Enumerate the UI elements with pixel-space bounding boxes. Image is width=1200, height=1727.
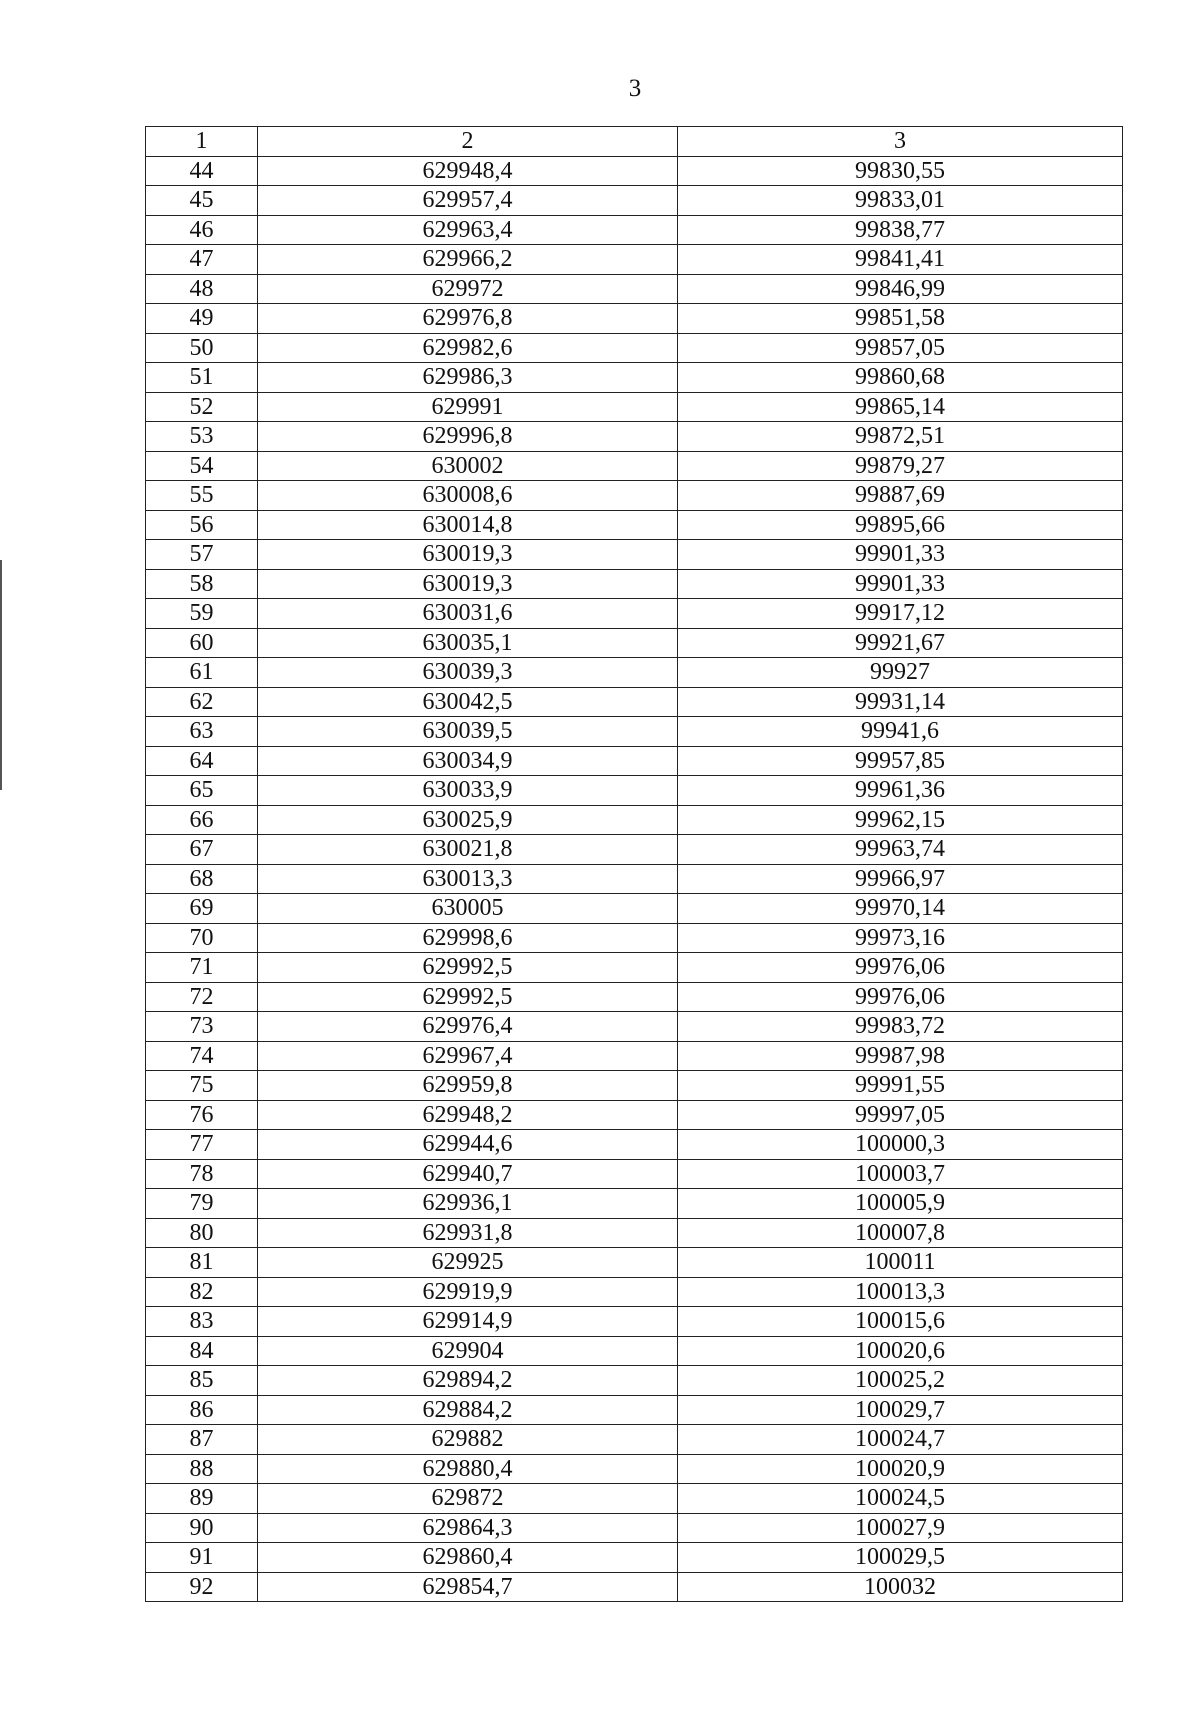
x-coordinate-cell: 629976,4 — [258, 1012, 678, 1042]
y-coordinate-cell: 99872,51 — [678, 422, 1123, 452]
y-coordinate-cell: 99879,27 — [678, 451, 1123, 481]
page-number: 3 — [628, 75, 642, 102]
x-coordinate-cell: 629967,4 — [258, 1041, 678, 1071]
x-coordinate-cell: 630033,9 — [258, 776, 678, 806]
table-row — [146, 628, 1123, 658]
y-coordinate-cell: 99963,74 — [678, 835, 1123, 865]
x-coordinate-cell: 629944,6 — [258, 1130, 678, 1160]
table-row — [146, 1513, 1123, 1543]
point-number-cell: 45 — [146, 186, 258, 216]
y-coordinate-cell: 100029,5 — [678, 1543, 1123, 1573]
x-coordinate-cell: 629860,4 — [258, 1543, 678, 1573]
x-coordinate-cell: 630019,3 — [258, 569, 678, 599]
table-row — [146, 1041, 1123, 1071]
table-row — [146, 1307, 1123, 1337]
point-number-cell: 60 — [146, 628, 258, 658]
x-coordinate-cell: 629992,5 — [258, 953, 678, 983]
point-number-cell: 73 — [146, 1012, 258, 1042]
table-row — [146, 333, 1123, 363]
y-coordinate-cell: 99887,69 — [678, 481, 1123, 511]
x-coordinate-cell: 629992,5 — [258, 982, 678, 1012]
y-coordinate-cell: 100025,2 — [678, 1366, 1123, 1396]
table-row — [146, 982, 1123, 1012]
point-number-cell: 55 — [146, 481, 258, 511]
y-coordinate-cell: 99991,55 — [678, 1071, 1123, 1101]
y-coordinate-cell: 100013,3 — [678, 1277, 1123, 1307]
y-coordinate-cell: 100003,7 — [678, 1159, 1123, 1189]
point-number-cell: 85 — [146, 1366, 258, 1396]
table-row — [146, 304, 1123, 334]
table-row — [146, 687, 1123, 717]
y-coordinate-cell: 99921,67 — [678, 628, 1123, 658]
table-row — [146, 923, 1123, 953]
table-row — [146, 540, 1123, 570]
point-number-cell: 87 — [146, 1425, 258, 1455]
x-coordinate-cell: 630021,8 — [258, 835, 678, 865]
x-coordinate-cell: 630013,3 — [258, 864, 678, 894]
x-coordinate-cell: 629940,7 — [258, 1159, 678, 1189]
x-coordinate-cell: 629864,3 — [258, 1513, 678, 1543]
table-row — [146, 1454, 1123, 1484]
x-coordinate-cell: 630042,5 — [258, 687, 678, 717]
x-coordinate-cell: 630014,8 — [258, 510, 678, 540]
x-coordinate-cell: 629880,4 — [258, 1454, 678, 1484]
table-row — [146, 599, 1123, 629]
y-coordinate-cell: 100020,9 — [678, 1454, 1123, 1484]
x-coordinate-cell: 629936,1 — [258, 1189, 678, 1219]
point-number-cell: 76 — [146, 1100, 258, 1130]
y-coordinate-cell: 100011 — [678, 1248, 1123, 1278]
y-coordinate-cell: 99987,98 — [678, 1041, 1123, 1071]
point-number-cell: 66 — [146, 805, 258, 835]
table-row — [146, 392, 1123, 422]
column-header-3: 3 — [678, 127, 1123, 157]
table-body — [146, 156, 1123, 1602]
x-coordinate-cell: 630035,1 — [258, 628, 678, 658]
point-number-cell: 58 — [146, 569, 258, 599]
x-coordinate-cell: 629982,6 — [258, 333, 678, 363]
point-number-cell: 47 — [146, 245, 258, 275]
table-row — [146, 746, 1123, 776]
x-coordinate-cell: 629957,4 — [258, 186, 678, 216]
x-coordinate-cell: 630031,6 — [258, 599, 678, 629]
table-row — [146, 215, 1123, 245]
point-number-cell: 56 — [146, 510, 258, 540]
point-number-cell: 89 — [146, 1484, 258, 1514]
x-coordinate-cell: 629963,4 — [258, 215, 678, 245]
x-coordinate-cell: 629948,4 — [258, 156, 678, 186]
y-coordinate-cell: 100005,9 — [678, 1189, 1123, 1219]
table-row — [146, 1159, 1123, 1189]
y-coordinate-cell: 99961,36 — [678, 776, 1123, 806]
point-number-cell: 52 — [146, 392, 258, 422]
point-number-cell: 90 — [146, 1513, 258, 1543]
table-row — [146, 835, 1123, 865]
x-coordinate-cell: 629882 — [258, 1425, 678, 1455]
point-number-cell: 71 — [146, 953, 258, 983]
table-row — [146, 481, 1123, 511]
table-row — [146, 1366, 1123, 1396]
point-number-cell: 74 — [146, 1041, 258, 1071]
table-row — [146, 1130, 1123, 1160]
x-coordinate-cell: 629884,2 — [258, 1395, 678, 1425]
point-number-cell: 79 — [146, 1189, 258, 1219]
x-coordinate-cell: 629966,2 — [258, 245, 678, 275]
y-coordinate-cell: 100015,6 — [678, 1307, 1123, 1337]
x-coordinate-cell: 629959,8 — [258, 1071, 678, 1101]
point-number-cell: 70 — [146, 923, 258, 953]
x-coordinate-cell: 630039,3 — [258, 658, 678, 688]
point-number-cell: 78 — [146, 1159, 258, 1189]
y-coordinate-cell: 99860,68 — [678, 363, 1123, 393]
y-coordinate-cell: 99997,05 — [678, 1100, 1123, 1130]
point-number-cell: 67 — [146, 835, 258, 865]
point-number-cell: 84 — [146, 1336, 258, 1366]
y-coordinate-cell: 99931,14 — [678, 687, 1123, 717]
y-coordinate-cell: 100029,7 — [678, 1395, 1123, 1425]
x-coordinate-cell: 629872 — [258, 1484, 678, 1514]
y-coordinate-cell: 100024,5 — [678, 1484, 1123, 1514]
y-coordinate-cell: 99976,06 — [678, 953, 1123, 983]
y-coordinate-cell: 100032 — [678, 1572, 1123, 1602]
table-row — [146, 953, 1123, 983]
point-number-cell: 80 — [146, 1218, 258, 1248]
point-number-cell: 53 — [146, 422, 258, 452]
table-row — [146, 274, 1123, 304]
y-coordinate-cell: 100027,9 — [678, 1513, 1123, 1543]
y-coordinate-cell: 99857,05 — [678, 333, 1123, 363]
point-number-cell: 59 — [146, 599, 258, 629]
x-coordinate-cell: 630008,6 — [258, 481, 678, 511]
column-header-1: 1 — [146, 127, 258, 157]
table-row — [146, 451, 1123, 481]
table-row — [146, 1425, 1123, 1455]
x-coordinate-cell: 630005 — [258, 894, 678, 924]
x-coordinate-cell: 629894,2 — [258, 1366, 678, 1396]
y-coordinate-cell: 99895,66 — [678, 510, 1123, 540]
table-row — [146, 156, 1123, 186]
table-row — [146, 717, 1123, 747]
y-coordinate-cell: 99901,33 — [678, 540, 1123, 570]
table-row — [146, 1336, 1123, 1366]
x-coordinate-cell: 629948,2 — [258, 1100, 678, 1130]
x-coordinate-cell: 630002 — [258, 451, 678, 481]
table-row — [146, 422, 1123, 452]
y-coordinate-cell: 99865,14 — [678, 392, 1123, 422]
y-coordinate-cell: 99976,06 — [678, 982, 1123, 1012]
y-coordinate-cell: 99851,58 — [678, 304, 1123, 334]
x-coordinate-cell: 629925 — [258, 1248, 678, 1278]
x-coordinate-cell: 629976,8 — [258, 304, 678, 334]
table-row — [146, 1071, 1123, 1101]
x-coordinate-cell: 629996,8 — [258, 422, 678, 452]
point-number-cell: 82 — [146, 1277, 258, 1307]
point-number-cell: 72 — [146, 982, 258, 1012]
y-coordinate-cell: 99927 — [678, 658, 1123, 688]
table-row — [146, 1395, 1123, 1425]
y-coordinate-cell: 99957,85 — [678, 746, 1123, 776]
x-coordinate-cell: 629931,8 — [258, 1218, 678, 1248]
table-header-row — [146, 127, 1123, 157]
y-coordinate-cell: 99917,12 — [678, 599, 1123, 629]
table-row — [146, 569, 1123, 599]
y-coordinate-cell: 100007,8 — [678, 1218, 1123, 1248]
point-number-cell: 68 — [146, 864, 258, 894]
y-coordinate-cell: 99841,41 — [678, 245, 1123, 275]
table-row — [146, 363, 1123, 393]
x-coordinate-cell: 630025,9 — [258, 805, 678, 835]
x-coordinate-cell: 629986,3 — [258, 363, 678, 393]
point-number-cell: 92 — [146, 1572, 258, 1602]
point-number-cell: 46 — [146, 215, 258, 245]
table-row — [146, 1248, 1123, 1278]
x-coordinate-cell: 630034,9 — [258, 746, 678, 776]
coordinates-table — [145, 126, 1123, 1602]
y-coordinate-cell: 100024,7 — [678, 1425, 1123, 1455]
x-coordinate-cell: 629904 — [258, 1336, 678, 1366]
x-coordinate-cell: 630019,3 — [258, 540, 678, 570]
point-number-cell: 54 — [146, 451, 258, 481]
y-coordinate-cell: 100020,6 — [678, 1336, 1123, 1366]
point-number-cell: 51 — [146, 363, 258, 393]
point-number-cell: 91 — [146, 1543, 258, 1573]
x-coordinate-cell: 630039,5 — [258, 717, 678, 747]
scan-edge-mark — [0, 560, 2, 790]
point-number-cell: 48 — [146, 274, 258, 304]
table-row — [146, 510, 1123, 540]
table-row — [146, 805, 1123, 835]
y-coordinate-cell: 99830,55 — [678, 156, 1123, 186]
y-coordinate-cell: 99941,6 — [678, 717, 1123, 747]
table-row — [146, 864, 1123, 894]
table-row — [146, 1218, 1123, 1248]
y-coordinate-cell: 99838,77 — [678, 215, 1123, 245]
y-coordinate-cell: 99833,01 — [678, 186, 1123, 216]
point-number-cell: 49 — [146, 304, 258, 334]
y-coordinate-cell: 99962,15 — [678, 805, 1123, 835]
x-coordinate-cell: 629854,7 — [258, 1572, 678, 1602]
table-row — [146, 658, 1123, 688]
point-number-cell: 86 — [146, 1395, 258, 1425]
y-coordinate-cell: 99846,99 — [678, 274, 1123, 304]
point-number-cell: 69 — [146, 894, 258, 924]
table-row — [146, 1277, 1123, 1307]
point-number-cell: 62 — [146, 687, 258, 717]
table-row — [146, 1543, 1123, 1573]
table-row — [146, 894, 1123, 924]
y-coordinate-cell: 99901,33 — [678, 569, 1123, 599]
point-number-cell: 88 — [146, 1454, 258, 1484]
table-row — [146, 1012, 1123, 1042]
table-row — [146, 245, 1123, 275]
table-row — [146, 776, 1123, 806]
point-number-cell: 57 — [146, 540, 258, 570]
point-number-cell: 61 — [146, 658, 258, 688]
y-coordinate-cell: 99970,14 — [678, 894, 1123, 924]
point-number-cell: 83 — [146, 1307, 258, 1337]
point-number-cell: 63 — [146, 717, 258, 747]
table-row — [146, 1572, 1123, 1602]
table-row — [146, 1100, 1123, 1130]
x-coordinate-cell: 629991 — [258, 392, 678, 422]
x-coordinate-cell: 629919,9 — [258, 1277, 678, 1307]
x-coordinate-cell: 629914,9 — [258, 1307, 678, 1337]
point-number-cell: 65 — [146, 776, 258, 806]
x-coordinate-cell: 629998,6 — [258, 923, 678, 953]
y-coordinate-cell: 99973,16 — [678, 923, 1123, 953]
table-row — [146, 1189, 1123, 1219]
y-coordinate-cell: 100000,3 — [678, 1130, 1123, 1160]
point-number-cell: 77 — [146, 1130, 258, 1160]
point-number-cell: 75 — [146, 1071, 258, 1101]
point-number-cell: 64 — [146, 746, 258, 776]
y-coordinate-cell: 99966,97 — [678, 864, 1123, 894]
table-row — [146, 186, 1123, 216]
point-number-cell: 44 — [146, 156, 258, 186]
point-number-cell: 81 — [146, 1248, 258, 1278]
x-coordinate-cell: 629972 — [258, 274, 678, 304]
table-row — [146, 1484, 1123, 1514]
point-number-cell: 50 — [146, 333, 258, 363]
y-coordinate-cell: 99983,72 — [678, 1012, 1123, 1042]
column-header-2: 2 — [258, 127, 678, 157]
